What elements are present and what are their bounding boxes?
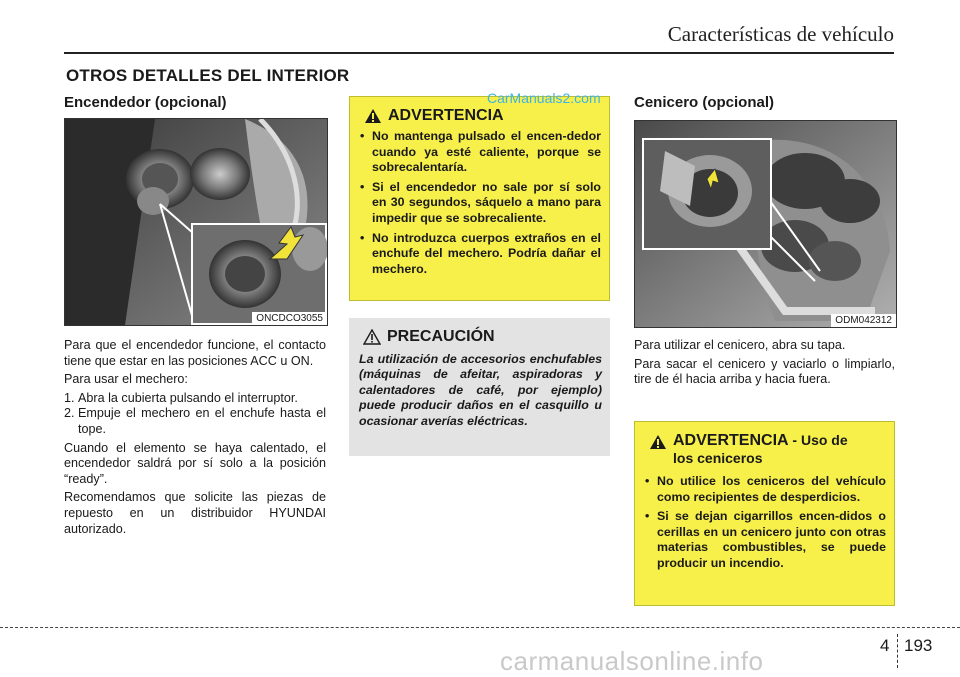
warning-list [360, 129, 601, 277]
section-number: 4 [880, 636, 890, 655]
ashtray-p1: Para utilizar el cenicero, abra su tapa. [634, 338, 846, 352]
warning-subtitle-a: - Uso de [792, 432, 848, 448]
caution-title: PRECAUCIÓN [387, 328, 495, 345]
lighter-illustration [65, 119, 327, 325]
ashtray-body [634, 338, 895, 391]
warning-item-text: No utilice los ceniceros del vehículo como recipientes de desperdicios. [657, 474, 886, 504]
step-text: Abra la cubierta pulsando el interruptor. [78, 390, 298, 405]
lighter-p2: Para usar el mechero: [64, 372, 188, 387]
ashtray-photo-code: ODM042312 [831, 314, 896, 327]
warning-heading [673, 432, 848, 468]
ashtray-p2: Para sacar el cenicero y vaciarlo o limpiarlo, tire de él hacia arriba y hacia fuera. [634, 356, 895, 387]
warning-list [645, 474, 886, 572]
caution-title-row [359, 328, 602, 346]
warning-icon [364, 108, 382, 124]
warning-item [360, 180, 601, 227]
lighter-p1: Para que el encendedor funcione, el contacto tiene que estar en las posiciones ACC u ON. [64, 338, 326, 368]
section-title: OTROS DETALLES DEL INTERIOR [66, 66, 350, 85]
lighter-body [64, 338, 326, 540]
ashtray-heading: Cenicero (opcional) [634, 94, 775, 111]
warning-box-lighter [349, 96, 610, 301]
warning-item-text: Si el encendedor no sale por sí solo en 30 segundos, sáquelo a mano para impedir que se sobrecaliente. [372, 179, 601, 225]
step-number: 2. [64, 406, 75, 421]
bullet-icon: • [360, 230, 365, 245]
site-watermark: carmanualsonline.info [500, 646, 764, 676]
lighter-photo [64, 118, 328, 326]
caution-box [349, 318, 610, 456]
warning-title-row [360, 107, 601, 125]
page-separator [897, 634, 898, 668]
step-number: 1. [64, 390, 75, 405]
warning-item-text: No introduzca cuerpos extraños en el enchufe del mechero. Podría dañar el mechero. [372, 230, 601, 276]
ashtray-illustration [635, 121, 896, 327]
lighter-step-1 [64, 391, 326, 407]
page-number: 193 [904, 636, 933, 655]
header-rule [64, 52, 894, 54]
running-header: Características de vehículo [667, 22, 894, 46]
bullet-icon: • [360, 129, 365, 143]
warning-subtitle-b: los ceniceros [673, 450, 763, 466]
warning-item [360, 231, 601, 278]
bullet-icon: • [645, 474, 650, 488]
warning-item [645, 474, 886, 505]
step-text: Empuje el mechero en el enchufe hasta el tope. [78, 406, 326, 436]
bullet-icon: • [360, 179, 365, 194]
warning-item-text: Si se dejan cigarrillos encen-didos o cerillas en un cenicero junto con otras materias combustibles, se puede producir un incendio. [657, 509, 886, 570]
lighter-heading: Encendedor (opcional) [64, 94, 227, 111]
warning-item [645, 509, 886, 571]
warning-title: ADVERTENCIA [673, 432, 788, 449]
caution-icon [363, 329, 381, 345]
warning-title: ADVERTENCIA [388, 107, 504, 124]
watermark: CarManuals2.com [487, 90, 601, 106]
caution-text: La utilización de accesorios enchufables (máquinas de afeitar, aspiradoras y calentadores de café, por ejemplo) puede producir daños en el casquillo u ocasionar averías eléctricas. [359, 352, 602, 428]
footer-rule [0, 627, 960, 628]
warning-title-row [645, 432, 886, 468]
warning-item-text: No mantenga pulsado el encen-dedor cuando ya esté caliente, porque se sobrecalentaría. [372, 129, 601, 175]
lighter-p3: Cuando el elemento se haya calentado, el encendedor saldrá por sí solo a la posición “ready”. [64, 440, 326, 486]
warning-box-ashtray [634, 421, 895, 606]
lighter-step-2 [64, 406, 326, 437]
ashtray-photo [634, 120, 897, 328]
lighter-photo-code: ONCDCO3055 [252, 312, 327, 325]
lighter-p4: Recomendamos que solicite las piezas de repuesto en un distribuidor HYUNDAI autorizado. [64, 490, 326, 536]
warning-icon [649, 434, 667, 450]
bullet-icon: • [645, 509, 650, 524]
warning-item [360, 129, 601, 176]
